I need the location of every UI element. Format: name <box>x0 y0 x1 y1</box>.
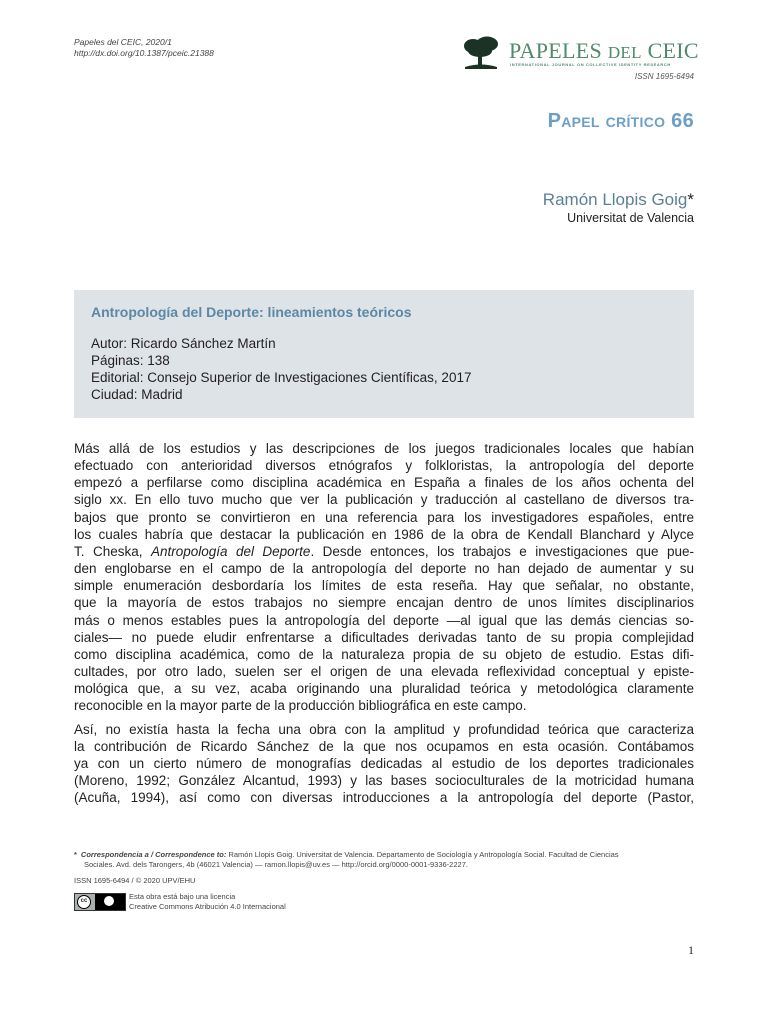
journal-logo <box>461 36 697 70</box>
logo-title: PAPELES DEL CEIC <box>509 38 699 63</box>
license-link[interactable]: Creative Commons Atribución 4.0 Internacional <box>129 902 286 911</box>
cc-icon: cc <box>77 895 91 909</box>
book-info-box <box>74 290 694 418</box>
author-name: Ramón Llopis Goig* <box>542 190 694 209</box>
author-affiliation: Universitat de Valencia <box>567 211 694 225</box>
paragraph-1: Más allá de los estudios y las descripciones de los juegos tradicionales locales que habían efectuado con anterioridad diversos etnógrafos y folkloristas, la antropología del deporte empezó a perfilarse como disciplina académica en España a finales de los años ochenta del siglo xx. En ello tuvo mucho que ver la publicación y traducción al castellano de diversos tra- bajos que pronto se convirtieron en una referencia para los investigadores españoles, entre los cuales habría que destacar la publicación en 1986 de la obra de Kendall Blanchard y Alyce T. Cheska, Antropología del Deporte. Desde entonces, los trabajos e investigaciones que pue- den englobarse en el campo de la antropología del deporte no han dejado de aumentar y su simple enumeración desbordaría los límites de esta reseña. Hay que señalar, no obstante, que la mayoría de estos trabajos no siempre encajan dentro de unos límites disciplinarios más o menos estables pues la antropología del deporte —al igual que las demás ciencias so- ciales— no puede eludir enfrentarse a dificultades derivadas tanto de su propia complejidad como disciplina académica, como de la naturaleza propia de su objeto de estudio. Estas difi- cultades, por otro lado, suelen ser el origen de una elevada reflexividad conceptual y episte- mológica que, a su vez, acaba originando una pluralidad teórica y metodológica claramente reconocible en la mayor parte de la producción bibliográfica en este campo. <box>74 441 695 714</box>
line-with-italic: T. Cheska, Antropología del Deporte. Desde entonces, los trabajos e investigaciones que pue- <box>74 543 695 559</box>
section-label: Papel crítico 66 <box>547 110 694 132</box>
by-person-icon <box>104 896 114 906</box>
book-details <box>91 335 471 403</box>
logo-subtitle: INTERNATIONAL JOURNAL ON COLLECTIVE IDENTITY RESEARCH <box>510 62 671 67</box>
license-text: Esta obra está bajo una licencia Creative Commons Atribución 4.0 Internacional <box>129 892 286 911</box>
book-author: Autor: Ricardo Sánchez Martín <box>91 336 276 351</box>
footnote-label: Correspondencia a / Correspondence to: <box>80 850 227 859</box>
page-number: 1 <box>688 943 694 957</box>
journal-reference <box>74 37 214 59</box>
issn-header: ISSN 1695-6494 <box>634 72 694 81</box>
doi-link[interactable]: http://dx.doi.org/10.1387/pceic.21388 <box>74 48 214 58</box>
book-pages: Páginas: 138 <box>91 353 170 368</box>
issn-footer: ISSN 1695-6494 / © 2020 UPV/EHU <box>74 876 196 885</box>
tree-icon <box>461 36 501 70</box>
footnote-text-2: Sociales. Avd. dels Tarongers, 4b (46021 Valencia) — ramon.llopis@uv.es — http://orcid.org/0000-0001-9336-2227. <box>84 860 468 869</box>
book-city: Ciudad: Madrid <box>91 387 183 402</box>
book-publisher: Editorial: Consejo Superior de Investigaciones Científicas, 2017 <box>91 370 472 385</box>
cc-by-icon[interactable] <box>74 893 126 911</box>
review-body <box>74 440 694 812</box>
journal-issue: Papeles del CEIC, 2020/1 <box>74 37 172 47</box>
footnote-text-1: Ramón Llopis Goig. Universitat de Valencia. Departamento de Sociología y Antropología Social. Facultad de Ciencias <box>228 850 619 859</box>
correspondence-footnote: * Correspondencia a / Correspondence to: Ramón Llopis Goig. Universitat de Valencia. Departamento de Sociología y Antropología Social. Facultad de Ciencias Sociales. Avd. dels Tarongers, 4b (46021 Valencia) — ramon.llopis@uv.es — http://orcid.org/0000-0001-9336-2227. <box>74 850 696 870</box>
book-title: Antropología del Deporte: lineamientos teóricos <box>91 304 412 320</box>
paragraph-2: Así, no existía hasta la fecha una obra con la amplitud y profundidad teórica que caracteriza la contribución de Ricardo Sánchez de la que nos ocupamos en esta ocasión. Contábamos ya con un cierto número de monografías dedicadas al estudio de los deportes tradicionales (Moreno, 1992; González Alcantud, 1993) y las bases socioculturales de la motricidad humana (Acuña, 1994), así como con diversas introducciones a la antropología del deporte (Pastor, <box>74 721 694 806</box>
